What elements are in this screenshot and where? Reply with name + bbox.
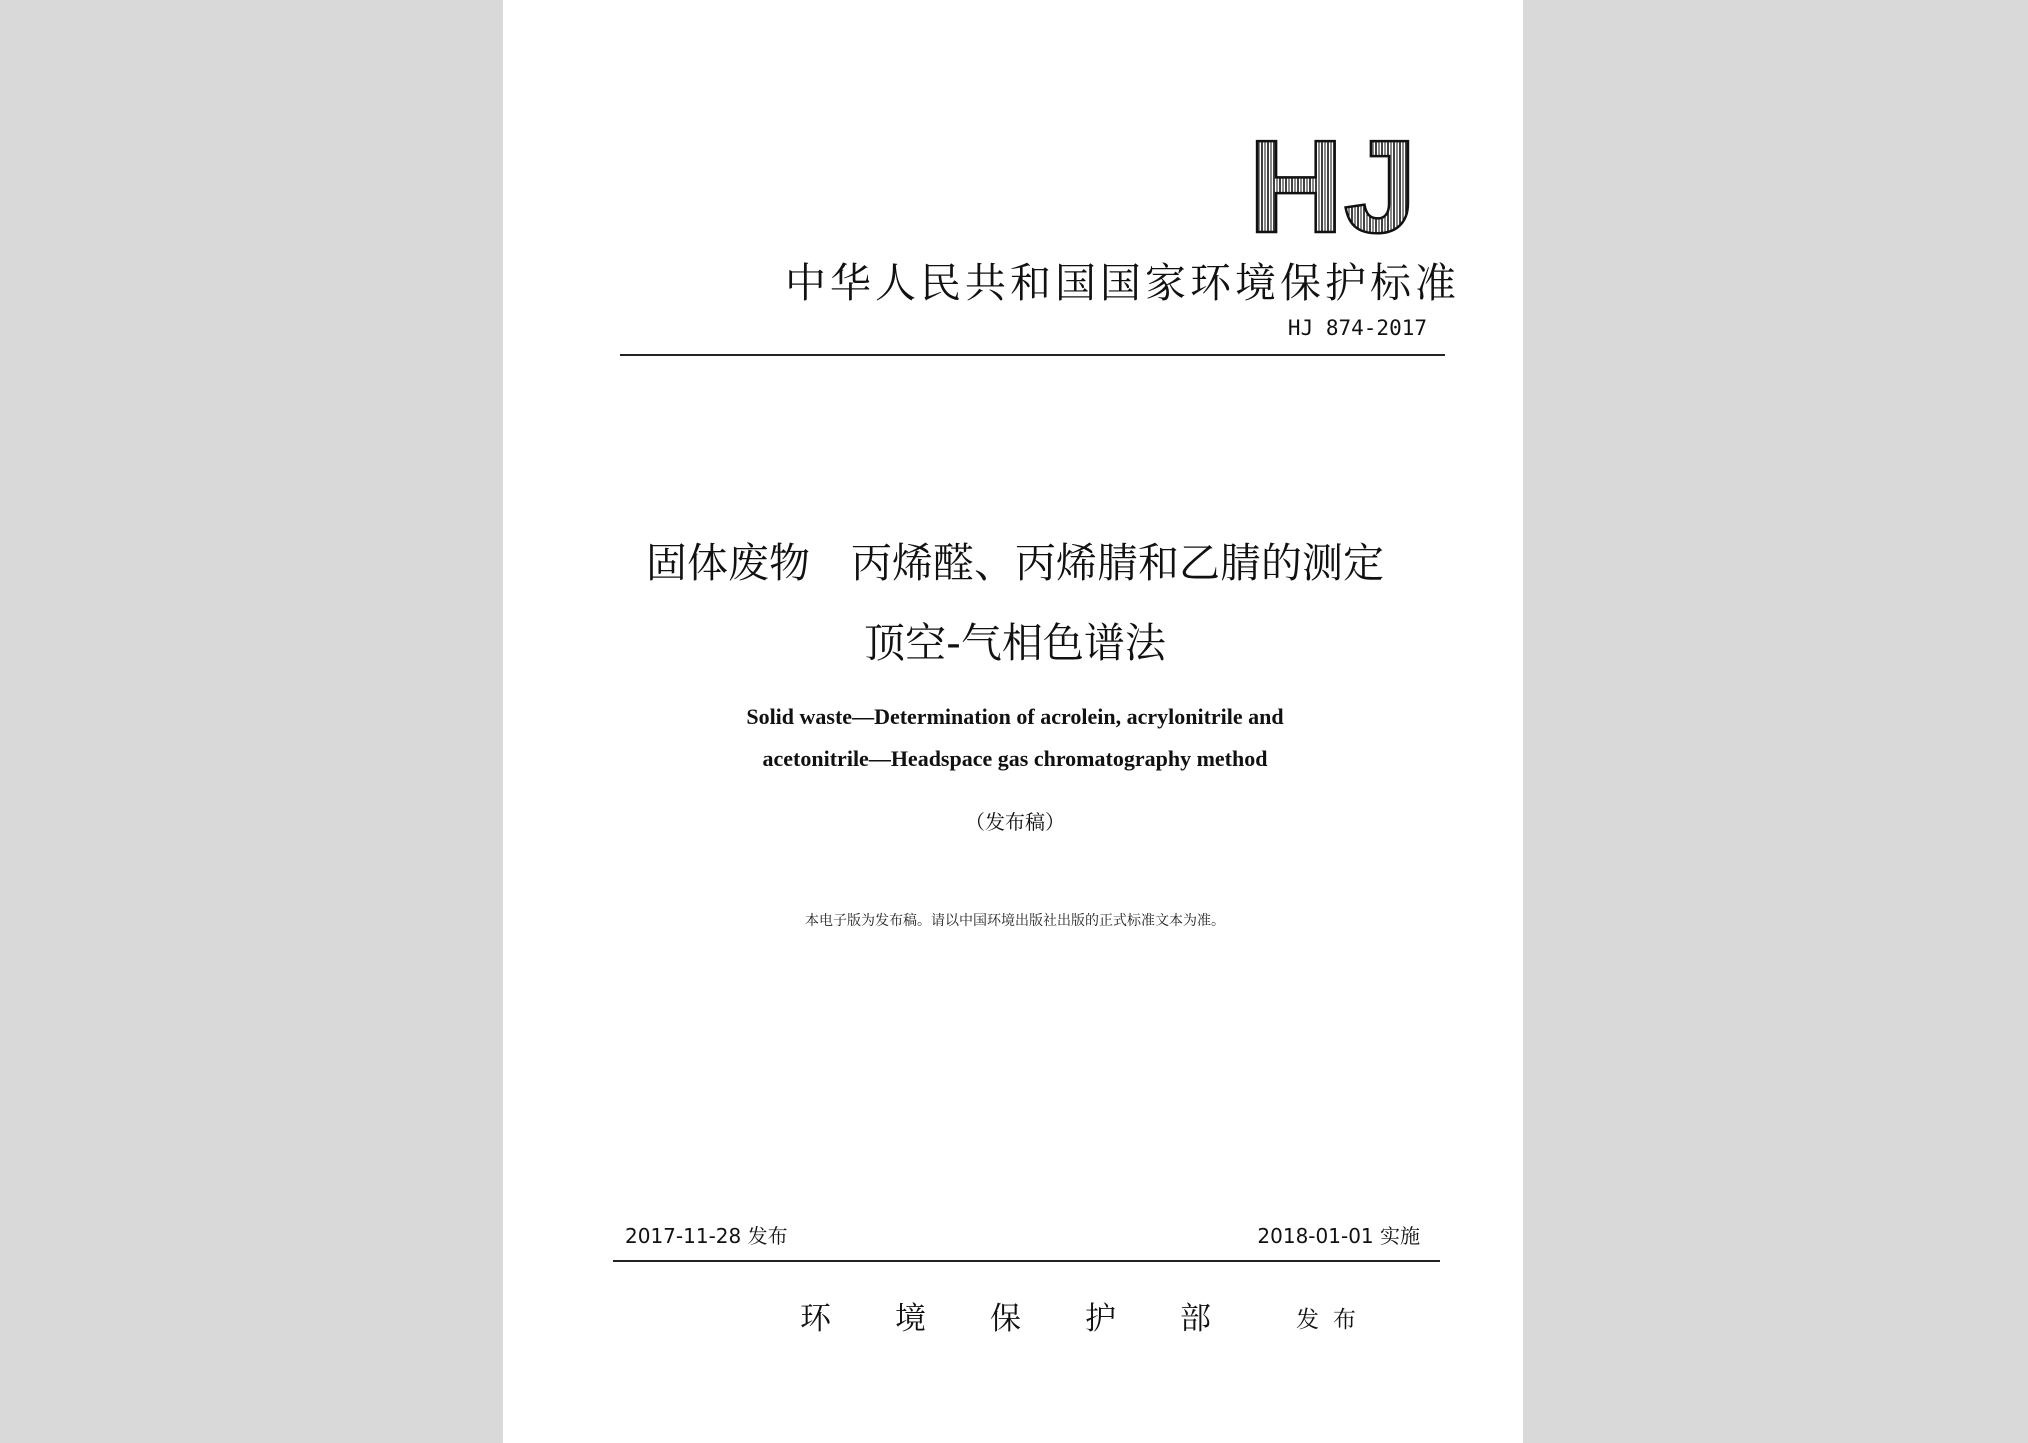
title-chinese-line-2: 顶空-气相色谱法 — [864, 619, 1166, 667]
title-chinese-line-1: 固体废物 丙烯醛、丙烯腈和乙腈的测定 — [646, 539, 1384, 587]
svg-text:HJ: HJ — [1248, 128, 1417, 243]
header-divider — [620, 354, 1445, 356]
standard-code: HJ 874-2017 — [1287, 316, 1427, 340]
issuing-authority: 环境保护部 — [800, 1301, 1275, 1337]
issue-date: 2017-11-28 发布 — [625, 1224, 788, 1248]
standard-name: 中华人民共和国国家环境保护标准 — [785, 259, 1460, 307]
title-english-line-2: acetonitrile—Headspace gas chromatography method — [762, 746, 1268, 771]
draft-label: （发布稿） — [965, 810, 1065, 834]
footer-divider — [613, 1260, 1440, 1262]
issuer-action: 发布 — [1296, 1307, 1370, 1333]
title-english-line-1: Solid waste—Determination of acrolein, acrylonitrile and — [746, 704, 1284, 729]
publication-notice: 本电子版为发布稿。请以中国环境出版社出版的正式标准文本为准。 — [805, 913, 1225, 929]
effective-date: 2018-01-01 实施 — [1257, 1224, 1420, 1248]
hj-logo — [727, 128, 1417, 243]
